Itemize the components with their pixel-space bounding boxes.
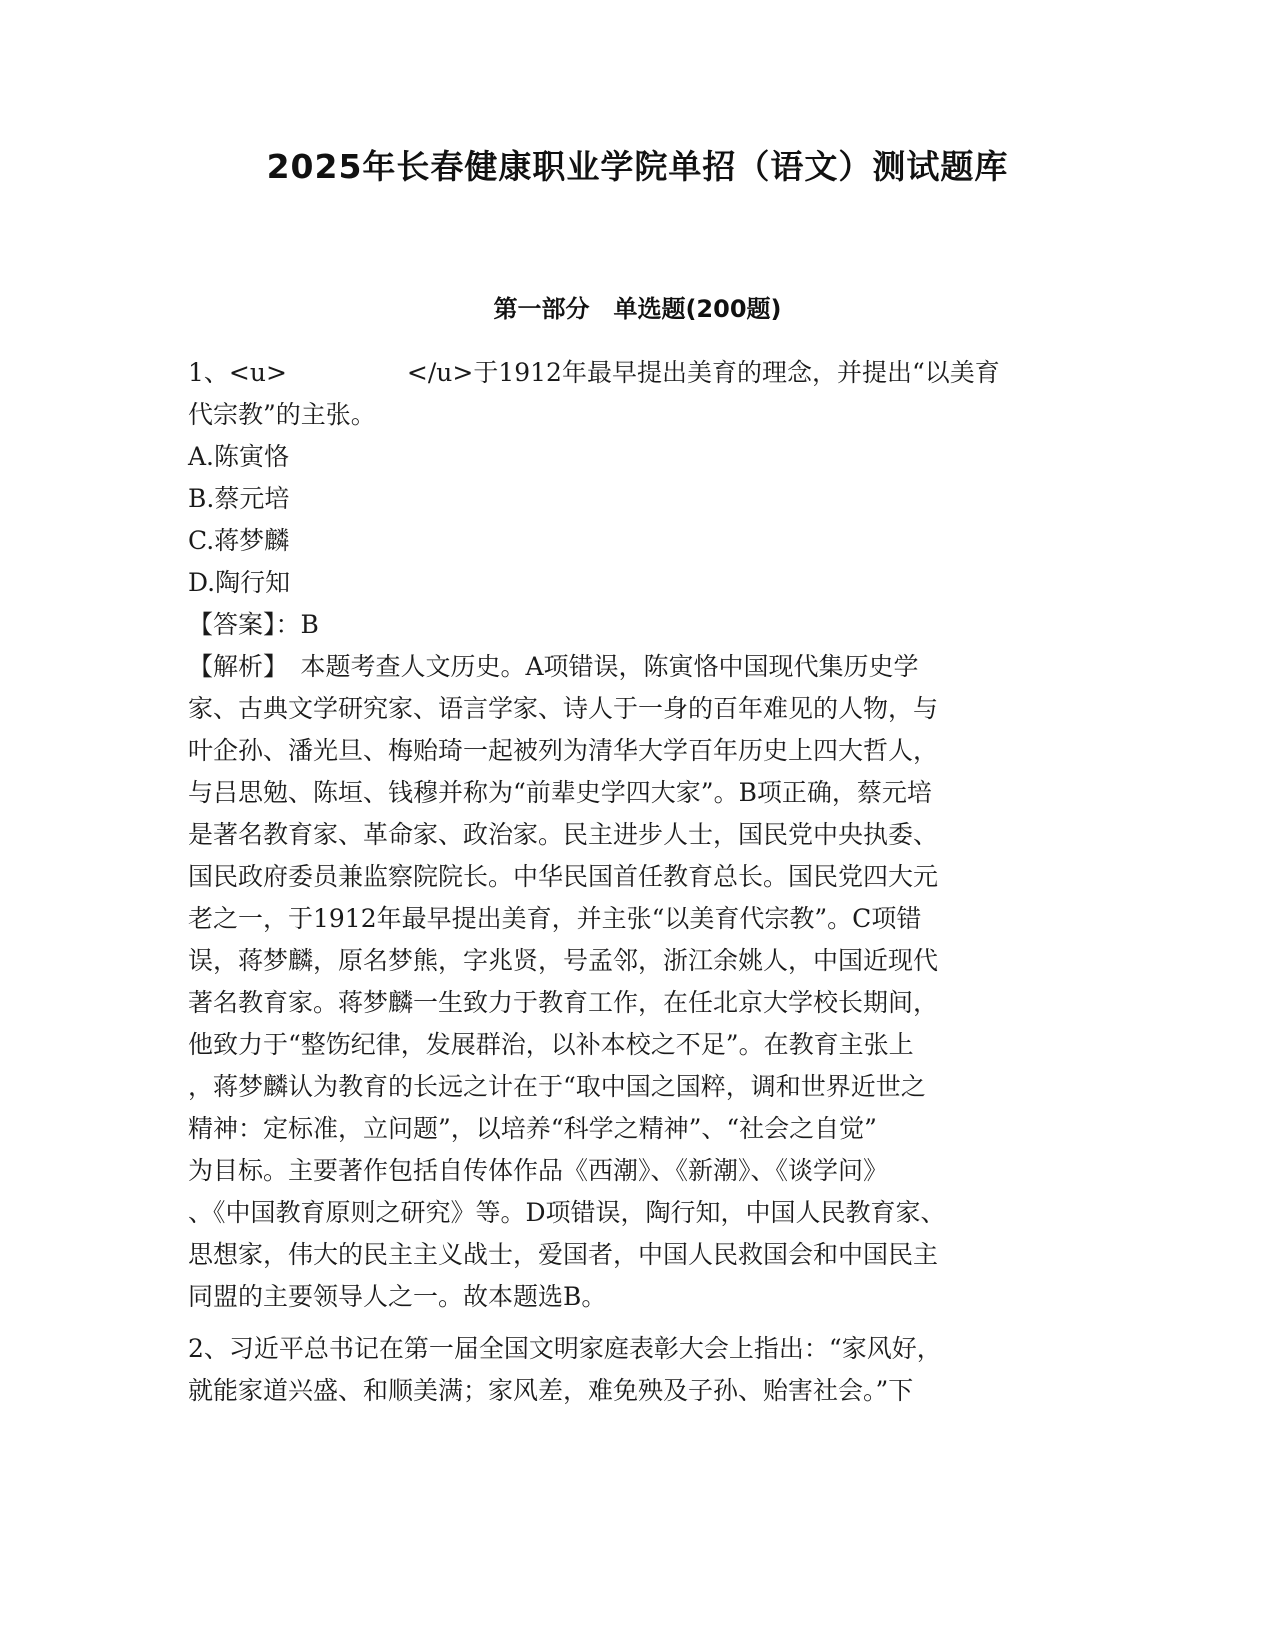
option-c: C.蒋梦麟 bbox=[188, 526, 290, 555]
analysis-block bbox=[188, 646, 1088, 1318]
question-stem-line: 2、习近平总书记在第一届全国文明家庭表彰大会上指出：“家风好， bbox=[188, 1334, 942, 1363]
document-body bbox=[188, 352, 1088, 1412]
document-title: 2025年长春健康职业学院单招（语文）测试题库 bbox=[266, 147, 1009, 186]
analysis-line: 家、古典文学研究家、语言学家、诗人于一身的百年难见的人物，与 bbox=[188, 694, 939, 723]
question-stem-suffix: </u>于1912年最早提出美育的理念，并提出“以美育 bbox=[406, 358, 1000, 387]
analysis-line: 国民政府委员兼监察院院长。中华民国首任教育总长。国民党四大元 bbox=[188, 862, 939, 891]
question-stem-line: 就能家道兴盛、和顺美满；家风差，难免殃及子孙、贻害社会。”下 bbox=[188, 1376, 914, 1405]
question-stem-line: 代宗教”的主张。 bbox=[188, 400, 376, 429]
question-stem-prefix: 1、<u> bbox=[188, 358, 287, 387]
option-b: B.蔡元培 bbox=[188, 484, 290, 513]
question-2 bbox=[188, 1328, 1088, 1412]
analysis-line: 他致力于“整饬纪律，发展群治，以补本校之不足”。在教育主张上 bbox=[188, 1030, 914, 1059]
analysis-line: 误，蒋梦麟，原名梦熊，字兆贤，号孟邻，浙江余姚人，中国近现代 bbox=[188, 946, 939, 975]
analysis-line: 精神：定标准，立问题”，以培养“科学之精神”、“社会之自觉” bbox=[188, 1114, 877, 1143]
analysis-line: 叶企孙、潘光旦、梅贻琦一起被列为清华大学百年历史上四大哲人， bbox=[188, 736, 939, 765]
analysis-line: 同盟的主要领导人之一。故本题选B。 bbox=[188, 1282, 607, 1311]
question-1 bbox=[188, 352, 1088, 1318]
analysis-line: 是著名教育家、革命家、政治家。民主进步人士，国民党中央执委、 bbox=[188, 820, 939, 849]
analysis-line: 著名教育家。蒋梦麟一生致力于教育工作，在任北京大学校长期间， bbox=[188, 988, 939, 1017]
analysis-line: 思想家，伟大的民主主义战士，爱国者，中国人民救国会和中国民主 bbox=[188, 1240, 939, 1269]
analysis-line: 为目标。主要著作包括自传体作品《西潮》、《新潮》、《谈学问》 bbox=[188, 1156, 889, 1185]
option-a: A.陈寅恪 bbox=[188, 442, 290, 471]
question-stem-line bbox=[188, 352, 1088, 394]
section-heading: 第一部分 单选题(200题) bbox=[493, 295, 782, 323]
answer-line: 【答案】：B bbox=[188, 610, 319, 639]
analysis-line: 、《中国教育原则之研究》等。D项错误，陶行知，中国人民教育家、 bbox=[188, 1198, 946, 1227]
analysis-line: ，蒋梦麟认为教育的长远之计在于“取中国之国粹，调和世界近世之 bbox=[188, 1072, 926, 1101]
analysis-line: 与吕思勉、陈垣、钱穆并称为“前辈史学四大家”。B项正确，蔡元培 bbox=[188, 778, 932, 807]
question-spacer bbox=[188, 1318, 1088, 1328]
option-d: D.陶行知 bbox=[188, 568, 291, 597]
analysis-line: 老之一，于1912年最早提出美育，并主张“以美育代宗教”。C项错 bbox=[188, 904, 922, 933]
analysis-line: 【解析】 本题考查人文历史。A项错误，陈寅恪中国现代集历史学 bbox=[188, 652, 919, 681]
